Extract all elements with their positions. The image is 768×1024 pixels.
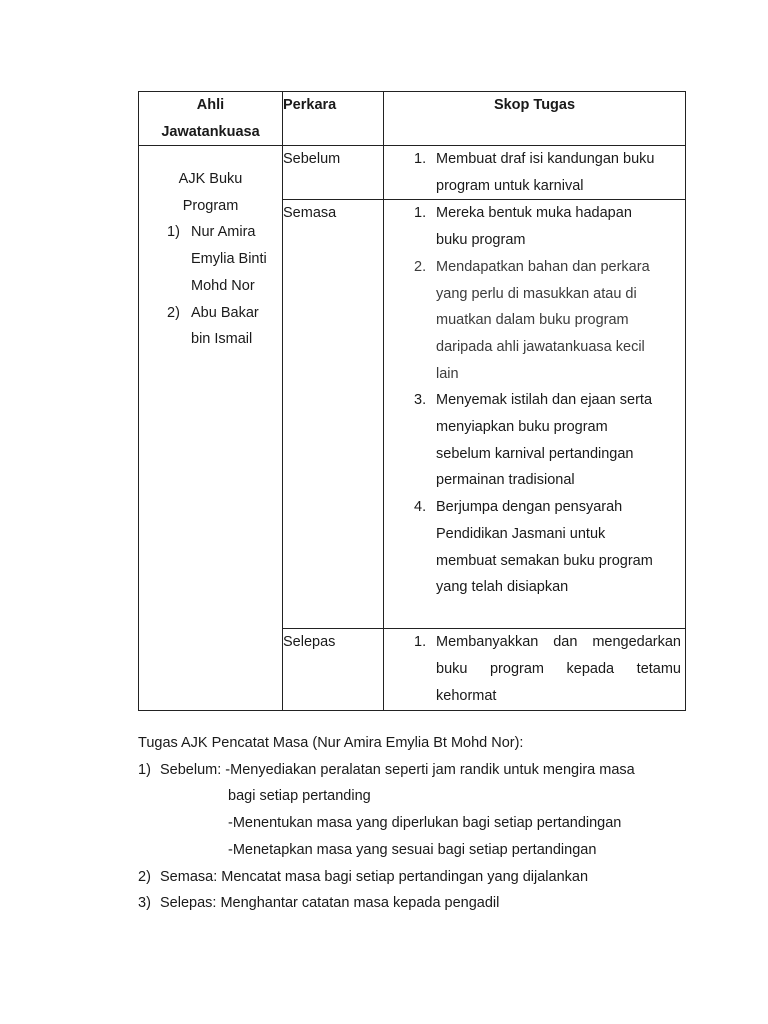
list-item: 1. Mereka bentuk muka hadapan buku program: [414, 205, 632, 249]
header-ahli-line1: Ahli: [196, 97, 225, 113]
list-item: 3. Menyemak istilah dan ejaan serta menyiapkan buku program sebelum karnival pertandingan permainan tradisional: [414, 392, 653, 489]
header-perkara: Perkara: [283, 92, 384, 146]
list-item: -Menetapkan masa yang sesuai bagi setiap pertandingan: [228, 841, 597, 858]
list-item: 1. Membanyakkan dan mengedarkan buku program kepada tetamu kehormat: [414, 634, 681, 704]
list-item: 1) Sebelum: -Menyediakan peralatan seperti jam randik untuk mengira masa: [138, 761, 635, 778]
phase-sebelum: Sebelum: [283, 146, 384, 200]
list-item: -Menentukan masa yang diperlukan bagi setiap pertandingan: [228, 815, 622, 832]
table-header-row: [139, 92, 686, 146]
tasks-selepas: [384, 629, 686, 711]
header-ahli-line2: Jawatankuasa: [161, 123, 260, 140]
ajk-title: AJK Buku Program: [178, 171, 243, 214]
list-item: 2) Semasa: Mencatat masa bagi setiap pertandingan yang dijalankan: [138, 868, 589, 885]
list-item: 1. Membuat draf isi kandungan buku program untuk karnival: [414, 151, 655, 194]
row-sebelum: [139, 146, 686, 200]
ajk-buku-program-cell: [139, 146, 283, 711]
tasks-semasa: [384, 200, 686, 629]
list-item: 2) Abu Bakar bin Ismail: [167, 304, 259, 348]
list-item: 1) Nur Amira Emylia Binti Mohd Nor: [167, 224, 267, 294]
list-item: bagi setiap pertanding: [228, 788, 371, 805]
committee-table: [138, 91, 686, 711]
header-skop-tugas: Skop Tugas: [384, 92, 686, 146]
list-item: 3) Selepas: Menghantar catatan masa kepada pengadil: [138, 895, 500, 912]
ajk-member-list: [139, 219, 282, 353]
list-item: 4. Berjumpa dengan pensyarah Pendidikan Jasmani untuk membuat semakan buku program yang telah disiapkan: [414, 499, 653, 596]
pencatat-masa-section: [138, 730, 698, 917]
pencatat-heading: Tugas AJK Pencatat Masa (Nur Amira Emylia Bt Mohd Nor):: [138, 735, 524, 751]
list-item: 2. Mendapatkan bahan dan perkara yang perlu di masukkan atau di muatkan dalam buku program daripada ahli jawatankuasa kecil lain: [414, 258, 650, 382]
phase-selepas: Selepas: [283, 629, 384, 711]
tasks-sebelum: [384, 146, 686, 200]
phase-semasa: Semasa: [283, 200, 384, 629]
header-ahli-jawatankuasa: [139, 92, 283, 146]
